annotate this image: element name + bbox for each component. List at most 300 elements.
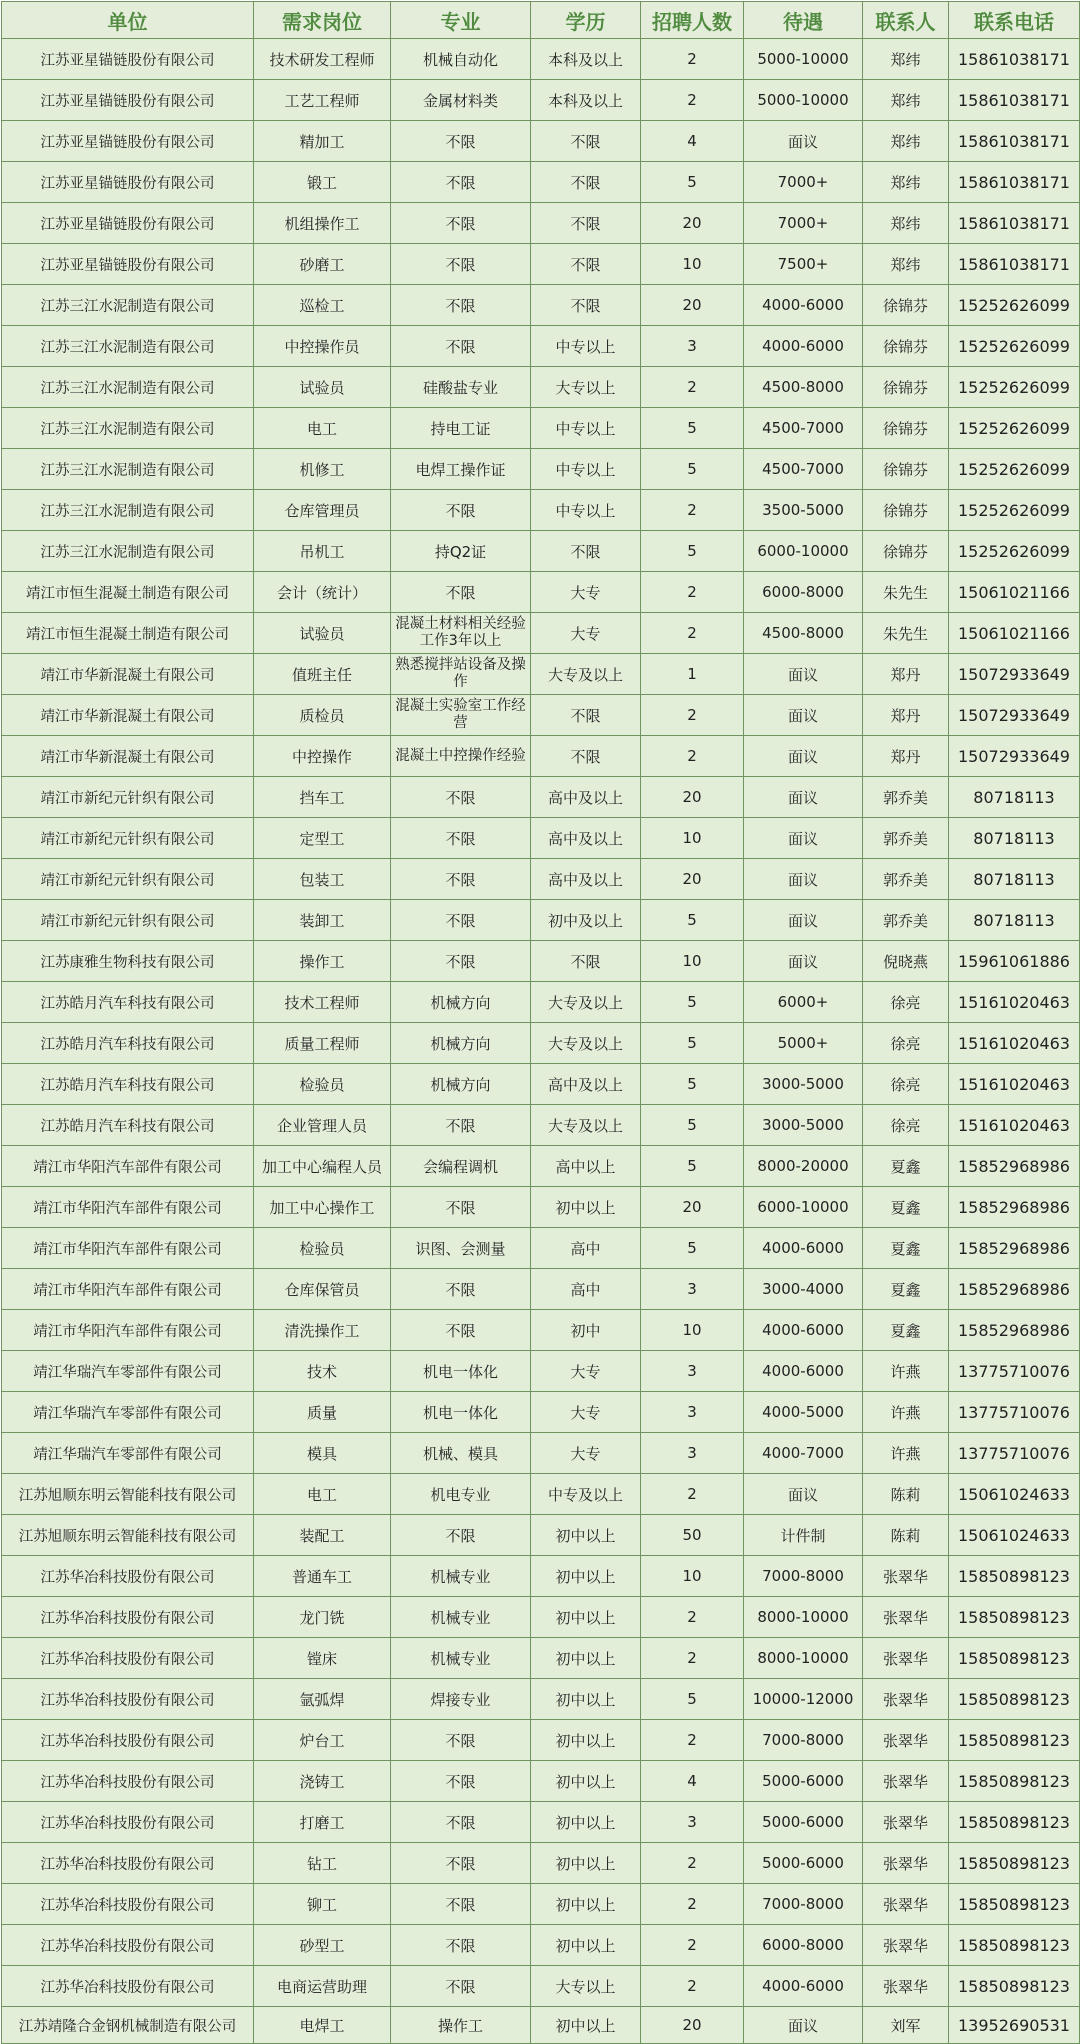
cell-education: 不限 — [531, 695, 641, 736]
cell-contact: 张翠华 — [863, 1638, 949, 1679]
cell-phone: 15252626099 — [949, 326, 1080, 367]
cell-salary: 面议 — [744, 900, 863, 941]
table-row — [2, 1187, 1080, 1228]
cell-contact: 许燕 — [863, 1433, 949, 1474]
cell-salary: 5000-10000 — [744, 39, 863, 80]
cell-contact: 郭乔美 — [863, 777, 949, 818]
cell-education: 初中及以上 — [531, 900, 641, 941]
table-body — [2, 39, 1080, 2044]
cell-salary: 4000-6000 — [744, 1228, 863, 1269]
cell-major: 机械、模具 — [391, 1433, 531, 1474]
table-row — [2, 326, 1080, 367]
cell-contact: 郑丹 — [863, 736, 949, 777]
cell-education: 初中以上 — [531, 1884, 641, 1925]
cell-major: 不限 — [391, 1720, 531, 1761]
cell-company: 江苏华冶科技股份有限公司 — [2, 1597, 254, 1638]
cell-education: 初中以上 — [531, 1597, 641, 1638]
cell-company: 江苏三江水泥制造有限公司 — [2, 408, 254, 449]
cell-company: 江苏华冶科技股份有限公司 — [2, 1966, 254, 2007]
cell-company: 靖江市新纪元针织有限公司 — [2, 818, 254, 859]
cell-position: 仓库保管员 — [254, 1269, 391, 1310]
cell-company: 靖江市恒生混凝土制造有限公司 — [2, 572, 254, 613]
cell-headcount: 3 — [641, 1392, 744, 1433]
cell-contact: 徐亮 — [863, 982, 949, 1023]
cell-major: 不限 — [391, 490, 531, 531]
cell-position: 巡检工 — [254, 285, 391, 326]
cell-contact: 郑纬 — [863, 121, 949, 162]
cell-company: 靖江市华新混凝土有限公司 — [2, 736, 254, 777]
cell-salary: 6000-8000 — [744, 1925, 863, 1966]
cell-major: 不限 — [391, 1269, 531, 1310]
table-row — [2, 244, 1080, 285]
cell-major: 不限 — [391, 121, 531, 162]
cell-phone: 15850898123 — [949, 1597, 1080, 1638]
cell-position: 包装工 — [254, 859, 391, 900]
cell-salary: 4500-7000 — [744, 449, 863, 490]
cell-company: 江苏亚星锚链股份有限公司 — [2, 121, 254, 162]
cell-salary: 面议 — [744, 654, 863, 695]
cell-major: 不限 — [391, 818, 531, 859]
cell-phone: 15072933649 — [949, 736, 1080, 777]
cell-major: 机械自动化 — [391, 39, 531, 80]
cell-headcount: 20 — [641, 285, 744, 326]
cell-phone: 15852968986 — [949, 1269, 1080, 1310]
table-row — [2, 1843, 1080, 1884]
cell-company: 江苏三江水泥制造有限公司 — [2, 490, 254, 531]
cell-phone: 15161020463 — [949, 1023, 1080, 1064]
cell-major: 不限 — [391, 1515, 531, 1556]
cell-education: 中专以上 — [531, 490, 641, 531]
cell-headcount: 50 — [641, 1515, 744, 1556]
cell-phone: 15161020463 — [949, 1105, 1080, 1146]
cell-salary: 4500-7000 — [744, 408, 863, 449]
cell-headcount: 2 — [641, 695, 744, 736]
cell-position: 模具 — [254, 1433, 391, 1474]
cell-headcount: 2 — [641, 1720, 744, 1761]
cell-company: 靖江市新纪元针织有限公司 — [2, 777, 254, 818]
table-row — [2, 1761, 1080, 1802]
header-position: 需求岗位 — [254, 2, 391, 39]
cell-headcount: 10 — [641, 818, 744, 859]
cell-major: 混凝土材料相关经验工作3年以上 — [391, 613, 531, 654]
cell-education: 初中以上 — [531, 1720, 641, 1761]
cell-education: 不限 — [531, 941, 641, 982]
cell-contact: 夏鑫 — [863, 1187, 949, 1228]
cell-company: 江苏三江水泥制造有限公司 — [2, 285, 254, 326]
table-row — [2, 39, 1080, 80]
cell-contact: 张翠华 — [863, 1802, 949, 1843]
cell-phone: 15861038171 — [949, 80, 1080, 121]
cell-headcount: 2 — [641, 490, 744, 531]
cell-position: 吊机工 — [254, 531, 391, 572]
cell-phone: 15850898123 — [949, 1556, 1080, 1597]
cell-education: 初中以上 — [531, 1187, 641, 1228]
cell-major: 不限 — [391, 777, 531, 818]
recruitment-table — [1, 1, 1080, 2044]
cell-company: 江苏华冶科技股份有限公司 — [2, 1884, 254, 1925]
table-row — [2, 1679, 1080, 1720]
header-education: 学历 — [531, 2, 641, 39]
cell-salary: 7000-8000 — [744, 1884, 863, 1925]
cell-contact: 郑纬 — [863, 162, 949, 203]
cell-position: 氩弧焊 — [254, 1679, 391, 1720]
cell-salary: 4000-6000 — [744, 326, 863, 367]
cell-contact: 郭乔美 — [863, 818, 949, 859]
cell-major: 不限 — [391, 203, 531, 244]
table-row — [2, 1310, 1080, 1351]
cell-major: 不限 — [391, 1843, 531, 1884]
table-row — [2, 449, 1080, 490]
cell-education: 不限 — [531, 531, 641, 572]
cell-major: 持Q2证 — [391, 531, 531, 572]
cell-company: 江苏华冶科技股份有限公司 — [2, 1638, 254, 1679]
cell-company: 江苏华冶科技股份有限公司 — [2, 1843, 254, 1884]
cell-salary: 6000+ — [744, 982, 863, 1023]
cell-position: 加工中心操作工 — [254, 1187, 391, 1228]
cell-salary: 4500-8000 — [744, 613, 863, 654]
cell-contact: 陈莉 — [863, 1515, 949, 1556]
cell-headcount: 2 — [641, 1597, 744, 1638]
cell-education: 高中及以上 — [531, 777, 641, 818]
cell-position: 检验员 — [254, 1064, 391, 1105]
cell-position: 仓库管理员 — [254, 490, 391, 531]
cell-contact: 徐亮 — [863, 1023, 949, 1064]
cell-phone: 13775710076 — [949, 1433, 1080, 1474]
cell-contact: 夏鑫 — [863, 1228, 949, 1269]
cell-contact: 张翠华 — [863, 1720, 949, 1761]
table-row — [2, 1720, 1080, 1761]
cell-education: 高中及以上 — [531, 859, 641, 900]
table-row — [2, 1228, 1080, 1269]
cell-salary: 面议 — [744, 695, 863, 736]
cell-contact: 夏鑫 — [863, 1269, 949, 1310]
cell-salary: 5000+ — [744, 1023, 863, 1064]
cell-education: 中专以上 — [531, 449, 641, 490]
cell-company: 江苏亚星锚链股份有限公司 — [2, 203, 254, 244]
cell-phone: 15072933649 — [949, 654, 1080, 695]
cell-salary: 7000+ — [744, 203, 863, 244]
cell-major: 不限 — [391, 285, 531, 326]
cell-contact: 张翠华 — [863, 1597, 949, 1638]
cell-salary: 4000-7000 — [744, 1433, 863, 1474]
cell-position: 镗床 — [254, 1638, 391, 1679]
cell-company: 靖江市华新混凝土有限公司 — [2, 654, 254, 695]
cell-education: 大专及以上 — [531, 1105, 641, 1146]
cell-phone: 15061021166 — [949, 572, 1080, 613]
header-phone: 联系电话 — [949, 2, 1080, 39]
table-header-row — [2, 2, 1080, 39]
header-major: 专业 — [391, 2, 531, 39]
cell-contact: 郑纬 — [863, 244, 949, 285]
cell-phone: 15861038171 — [949, 121, 1080, 162]
cell-major: 识图、会测量 — [391, 1228, 531, 1269]
cell-major: 不限 — [391, 1105, 531, 1146]
cell-headcount: 20 — [641, 1187, 744, 1228]
cell-major: 不限 — [391, 1187, 531, 1228]
cell-headcount: 10 — [641, 941, 744, 982]
cell-education: 初中以上 — [531, 1925, 641, 1966]
cell-major: 机械方向 — [391, 982, 531, 1023]
cell-salary: 4000-6000 — [744, 285, 863, 326]
cell-salary: 面议 — [744, 736, 863, 777]
cell-contact: 徐锦芬 — [863, 326, 949, 367]
cell-major: 不限 — [391, 1884, 531, 1925]
table-row — [2, 1105, 1080, 1146]
cell-company: 江苏皓月汽车科技有限公司 — [2, 1064, 254, 1105]
cell-salary: 4000-6000 — [744, 1351, 863, 1392]
cell-position: 龙门铣 — [254, 1597, 391, 1638]
cell-position: 打磨工 — [254, 1802, 391, 1843]
cell-company: 江苏康雅生物科技有限公司 — [2, 941, 254, 982]
cell-company: 江苏皓月汽车科技有限公司 — [2, 1023, 254, 1064]
cell-contact: 郑丹 — [863, 695, 949, 736]
cell-contact: 张翠华 — [863, 1843, 949, 1884]
table-row — [2, 2007, 1080, 2044]
table-row — [2, 285, 1080, 326]
cell-salary: 5000-6000 — [744, 1843, 863, 1884]
cell-company: 江苏皓月汽车科技有限公司 — [2, 1105, 254, 1146]
cell-position: 普通车工 — [254, 1556, 391, 1597]
cell-education: 高中 — [531, 1228, 641, 1269]
cell-education: 不限 — [531, 121, 641, 162]
cell-position: 挡车工 — [254, 777, 391, 818]
cell-position: 铆工 — [254, 1884, 391, 1925]
cell-education: 本科及以上 — [531, 39, 641, 80]
header-salary: 待遇 — [744, 2, 863, 39]
cell-company: 江苏三江水泥制造有限公司 — [2, 367, 254, 408]
table-row — [2, 941, 1080, 982]
cell-major: 不限 — [391, 326, 531, 367]
cell-company: 靖江华瑞汽车零部件有限公司 — [2, 1433, 254, 1474]
cell-major: 不限 — [391, 244, 531, 285]
cell-contact: 陈莉 — [863, 1474, 949, 1515]
cell-contact: 徐锦芬 — [863, 449, 949, 490]
cell-headcount: 5 — [641, 531, 744, 572]
cell-education: 中专以上 — [531, 408, 641, 449]
cell-position: 值班主任 — [254, 654, 391, 695]
cell-company: 靖江市华新混凝土有限公司 — [2, 695, 254, 736]
cell-phone: 15161020463 — [949, 982, 1080, 1023]
cell-company: 靖江市华阳汽车部件有限公司 — [2, 1310, 254, 1351]
cell-phone: 13775710076 — [949, 1351, 1080, 1392]
cell-company: 江苏亚星锚链股份有限公司 — [2, 244, 254, 285]
cell-headcount: 3 — [641, 1433, 744, 1474]
cell-company: 江苏亚星锚链股份有限公司 — [2, 80, 254, 121]
cell-contact: 张翠华 — [863, 1925, 949, 1966]
cell-phone: 15850898123 — [949, 1802, 1080, 1843]
cell-phone: 15852968986 — [949, 1187, 1080, 1228]
cell-salary: 面议 — [744, 1474, 863, 1515]
cell-position: 质量 — [254, 1392, 391, 1433]
cell-salary: 5000-6000 — [744, 1761, 863, 1802]
cell-headcount: 5 — [641, 1105, 744, 1146]
cell-headcount: 2 — [641, 1638, 744, 1679]
cell-headcount: 2 — [641, 1884, 744, 1925]
cell-contact: 张翠华 — [863, 1966, 949, 2007]
cell-phone: 15850898123 — [949, 1638, 1080, 1679]
cell-contact: 夏鑫 — [863, 1146, 949, 1187]
cell-position: 电焊工 — [254, 2007, 391, 2044]
cell-contact: 郑纬 — [863, 80, 949, 121]
cell-company: 靖江市华阳汽车部件有限公司 — [2, 1146, 254, 1187]
cell-company: 江苏华冶科技股份有限公司 — [2, 1925, 254, 1966]
cell-phone: 15861038171 — [949, 39, 1080, 80]
cell-contact: 倪晓燕 — [863, 941, 949, 982]
cell-salary: 10000-12000 — [744, 1679, 863, 1720]
cell-position: 技术 — [254, 1351, 391, 1392]
cell-salary: 7500+ — [744, 244, 863, 285]
cell-phone: 13775710076 — [949, 1392, 1080, 1433]
cell-company: 江苏靖隆合金钢机械制造有限公司 — [2, 2007, 254, 2044]
cell-company: 江苏皓月汽车科技有限公司 — [2, 982, 254, 1023]
table-row — [2, 777, 1080, 818]
cell-headcount: 2 — [641, 367, 744, 408]
cell-headcount: 4 — [641, 1761, 744, 1802]
cell-contact: 徐锦芬 — [863, 285, 949, 326]
cell-company: 江苏华冶科技股份有限公司 — [2, 1556, 254, 1597]
table-row — [2, 1064, 1080, 1105]
cell-contact: 徐亮 — [863, 1105, 949, 1146]
cell-contact: 郑丹 — [863, 654, 949, 695]
cell-phone: 80718113 — [949, 777, 1080, 818]
cell-position: 装卸工 — [254, 900, 391, 941]
cell-education: 初中 — [531, 1310, 641, 1351]
cell-position: 清洗操作工 — [254, 1310, 391, 1351]
cell-phone: 15861038171 — [949, 162, 1080, 203]
cell-headcount: 5 — [641, 449, 744, 490]
cell-education: 高中 — [531, 1269, 641, 1310]
cell-phone: 15161020463 — [949, 1064, 1080, 1105]
cell-position: 技术工程师 — [254, 982, 391, 1023]
cell-phone: 15850898123 — [949, 1843, 1080, 1884]
table-row — [2, 654, 1080, 695]
cell-major: 机电一体化 — [391, 1351, 531, 1392]
cell-contact: 徐锦芬 — [863, 531, 949, 572]
cell-salary: 8000-10000 — [744, 1597, 863, 1638]
cell-contact: 徐亮 — [863, 1064, 949, 1105]
table-row — [2, 203, 1080, 244]
cell-company: 江苏旭顺东明云智能科技有限公司 — [2, 1515, 254, 1556]
cell-position: 电商运营助理 — [254, 1966, 391, 2007]
cell-education: 高中以上 — [531, 1146, 641, 1187]
cell-education: 不限 — [531, 203, 641, 244]
cell-position: 中控操作 — [254, 736, 391, 777]
cell-contact: 朱先生 — [863, 572, 949, 613]
cell-headcount: 2 — [641, 1843, 744, 1884]
table-row — [2, 490, 1080, 531]
cell-phone: 15252626099 — [949, 449, 1080, 490]
cell-position: 装配工 — [254, 1515, 391, 1556]
cell-contact: 刘军 — [863, 2007, 949, 2044]
cell-education: 高中及以上 — [531, 1064, 641, 1105]
cell-headcount: 2 — [641, 736, 744, 777]
cell-phone: 15850898123 — [949, 1679, 1080, 1720]
cell-company: 江苏华冶科技股份有限公司 — [2, 1720, 254, 1761]
cell-major: 电焊工操作证 — [391, 449, 531, 490]
cell-education: 不限 — [531, 162, 641, 203]
cell-major: 焊接专业 — [391, 1679, 531, 1720]
table-row — [2, 121, 1080, 162]
cell-headcount: 1 — [641, 654, 744, 695]
table-row — [2, 1474, 1080, 1515]
cell-headcount: 5 — [641, 408, 744, 449]
cell-salary: 7000+ — [744, 162, 863, 203]
cell-education: 初中以上 — [531, 1761, 641, 1802]
cell-company: 靖江华瑞汽车零部件有限公司 — [2, 1351, 254, 1392]
cell-major: 不限 — [391, 1761, 531, 1802]
table-row — [2, 1802, 1080, 1843]
cell-headcount: 20 — [641, 859, 744, 900]
cell-contact: 张翠华 — [863, 1679, 949, 1720]
cell-company: 靖江市新纪元针织有限公司 — [2, 900, 254, 941]
cell-company: 靖江市华阳汽车部件有限公司 — [2, 1269, 254, 1310]
table-row — [2, 1597, 1080, 1638]
cell-company: 江苏三江水泥制造有限公司 — [2, 449, 254, 490]
cell-headcount: 5 — [641, 1228, 744, 1269]
cell-headcount: 2 — [641, 39, 744, 80]
cell-salary: 7000-8000 — [744, 1720, 863, 1761]
cell-headcount: 3 — [641, 326, 744, 367]
cell-headcount: 2 — [641, 1925, 744, 1966]
cell-education: 初中以上 — [531, 1843, 641, 1884]
cell-headcount: 2 — [641, 1474, 744, 1515]
cell-contact: 郭乔美 — [863, 859, 949, 900]
cell-position: 质检员 — [254, 695, 391, 736]
cell-major: 机械方向 — [391, 1064, 531, 1105]
cell-company: 靖江市华阳汽车部件有限公司 — [2, 1228, 254, 1269]
cell-company: 江苏旭顺东明云智能科技有限公司 — [2, 1474, 254, 1515]
cell-major: 硅酸盐专业 — [391, 367, 531, 408]
cell-salary: 计件制 — [744, 1515, 863, 1556]
table-row — [2, 162, 1080, 203]
cell-headcount: 10 — [641, 244, 744, 285]
table-row — [2, 982, 1080, 1023]
cell-position: 企业管理人员 — [254, 1105, 391, 1146]
cell-contact: 张翠华 — [863, 1556, 949, 1597]
cell-major: 持电工证 — [391, 408, 531, 449]
table-row — [2, 1023, 1080, 1064]
header-headcount: 招聘人数 — [641, 2, 744, 39]
cell-salary: 8000-20000 — [744, 1146, 863, 1187]
cell-phone: 15850898123 — [949, 1720, 1080, 1761]
cell-contact: 张翠华 — [863, 1884, 949, 1925]
cell-position: 工艺工程师 — [254, 80, 391, 121]
cell-education: 初中以上 — [531, 1638, 641, 1679]
cell-headcount: 5 — [641, 162, 744, 203]
cell-headcount: 5 — [641, 900, 744, 941]
cell-major: 金属材料类 — [391, 80, 531, 121]
cell-salary: 7000-8000 — [744, 1556, 863, 1597]
table-row — [2, 1638, 1080, 1679]
cell-company: 江苏三江水泥制造有限公司 — [2, 531, 254, 572]
cell-phone: 15072933649 — [949, 695, 1080, 736]
cell-education: 大专 — [531, 1351, 641, 1392]
cell-education: 不限 — [531, 244, 641, 285]
cell-salary: 6000-8000 — [744, 572, 863, 613]
table-row — [2, 736, 1080, 777]
cell-phone: 15852968986 — [949, 1146, 1080, 1187]
cell-position: 钻工 — [254, 1843, 391, 1884]
cell-salary: 面议 — [744, 941, 863, 982]
cell-salary: 6000-10000 — [744, 531, 863, 572]
table-row — [2, 613, 1080, 654]
cell-major: 不限 — [391, 941, 531, 982]
cell-headcount: 10 — [641, 1310, 744, 1351]
cell-major: 机械专业 — [391, 1597, 531, 1638]
table-row — [2, 1515, 1080, 1556]
cell-phone: 15061024633 — [949, 1515, 1080, 1556]
cell-salary: 面议 — [744, 818, 863, 859]
